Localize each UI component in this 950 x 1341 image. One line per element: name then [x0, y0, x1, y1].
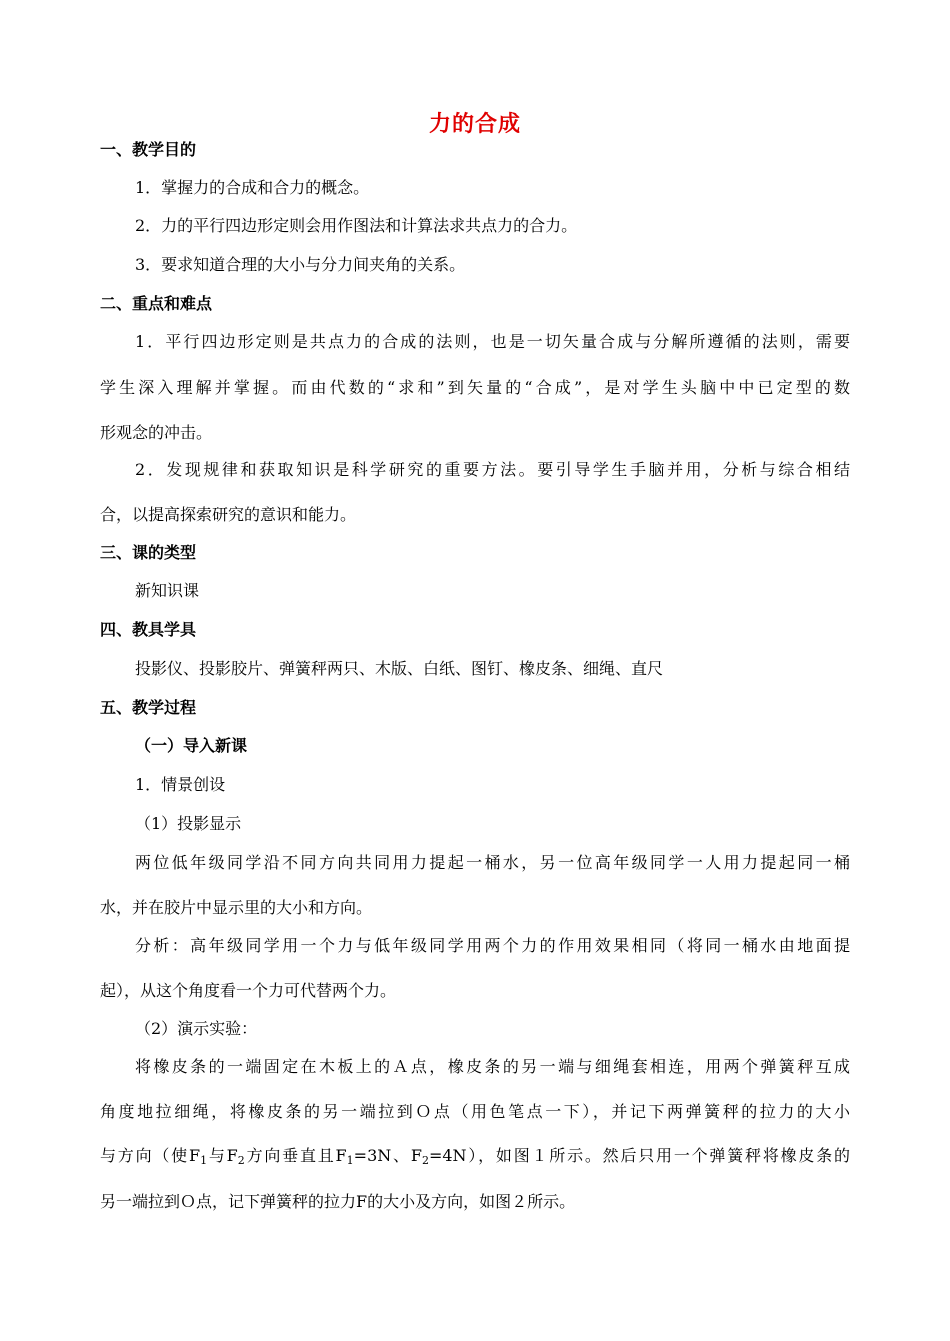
objective-item: 3．要求知道合理的大小与分力间夹角的关系。: [135, 255, 466, 274]
objective-item: 2．力的平行四边形定则会用作图法和计算法求共点力的合力。: [135, 216, 578, 235]
process-subitem: （1）投影显示: [135, 814, 242, 833]
process-item: 1．情景创设: [135, 775, 226, 794]
objective-item: 1．掌握力的合成和合力的概念。: [135, 178, 370, 197]
subsection-heading: （一）导入新课: [135, 736, 248, 755]
paragraph-line: 起），从这个角度看一个力可代替两个力。: [100, 981, 397, 1000]
lesson-type-text: 新知识课: [135, 581, 200, 600]
paragraph-line: 学生深入理解并掌握。而由代数的“求和”到矢量的“合成”，是对学生头脑中中已定型的数: [100, 378, 850, 397]
materials-text: 投影仪、投影胶片、弹簧秤两只、木版、白纸、图钉、橡皮条、细绳、直尺: [135, 659, 664, 678]
process-subitem: （2）演示实验：: [135, 1019, 258, 1038]
paragraph-line: 两位低年级同学沿不同方向共同用力提起一桶水，另一位高年级同学一人用力提起同一桶: [135, 853, 850, 872]
document-title: 力的合成: [428, 112, 521, 137]
section-heading-lesson-type: 三、课的类型: [100, 543, 197, 562]
section-heading-process: 五、教学过程: [100, 698, 197, 717]
section-heading-objectives: 一、教学目的: [100, 140, 197, 159]
section-heading-key-points: 二、重点和难点: [100, 294, 213, 313]
paragraph-line: 合，以提高探索研究的意识和能力。: [100, 505, 357, 524]
paragraph-line: 角度地拉细绳，将橡皮条的另一端拉到Ｏ点（用色笔点一下），并记下两弹簧秤的拉力的大小: [100, 1102, 850, 1121]
paragraph-line: 形观念的冲击。: [100, 423, 213, 442]
paragraph-line: 将橡皮条的一端固定在木板上的Ａ点，橡皮条的另一端与细绳套相连，用两个弹簧秤互成: [135, 1057, 850, 1076]
paragraph-line: 另一端拉到Ｏ点，记下弹簧秤的拉力F的大小及方向，如图２所示。: [100, 1192, 576, 1211]
paragraph-line: 1．平行四边形定则是共点力的合成的法则，也是一切矢量合成与分解所遵循的法则，需要: [135, 332, 850, 351]
paragraph-line-with-subscripts: 与方向（使$F_1$与$F_2$方向垂直且$F_1=3N$、$F_2=4N$），如图１所示。然后只用一个弹簧秤将橡皮条的: [100, 1146, 850, 1167]
paragraph-line: 分析：高年级同学用一个力与低年级同学用两个力的作用效果相同（将同一桶水由地面提: [135, 936, 850, 955]
paragraph-line: 2．发现规律和获取知识是科学研究的重要方法。要引导学生手脑并用，分析与综合相结: [135, 460, 850, 479]
paragraph-line: 水，并在胶片中显示里的大小和方向。: [100, 898, 373, 917]
section-heading-materials: 四、教具学具: [100, 620, 197, 639]
